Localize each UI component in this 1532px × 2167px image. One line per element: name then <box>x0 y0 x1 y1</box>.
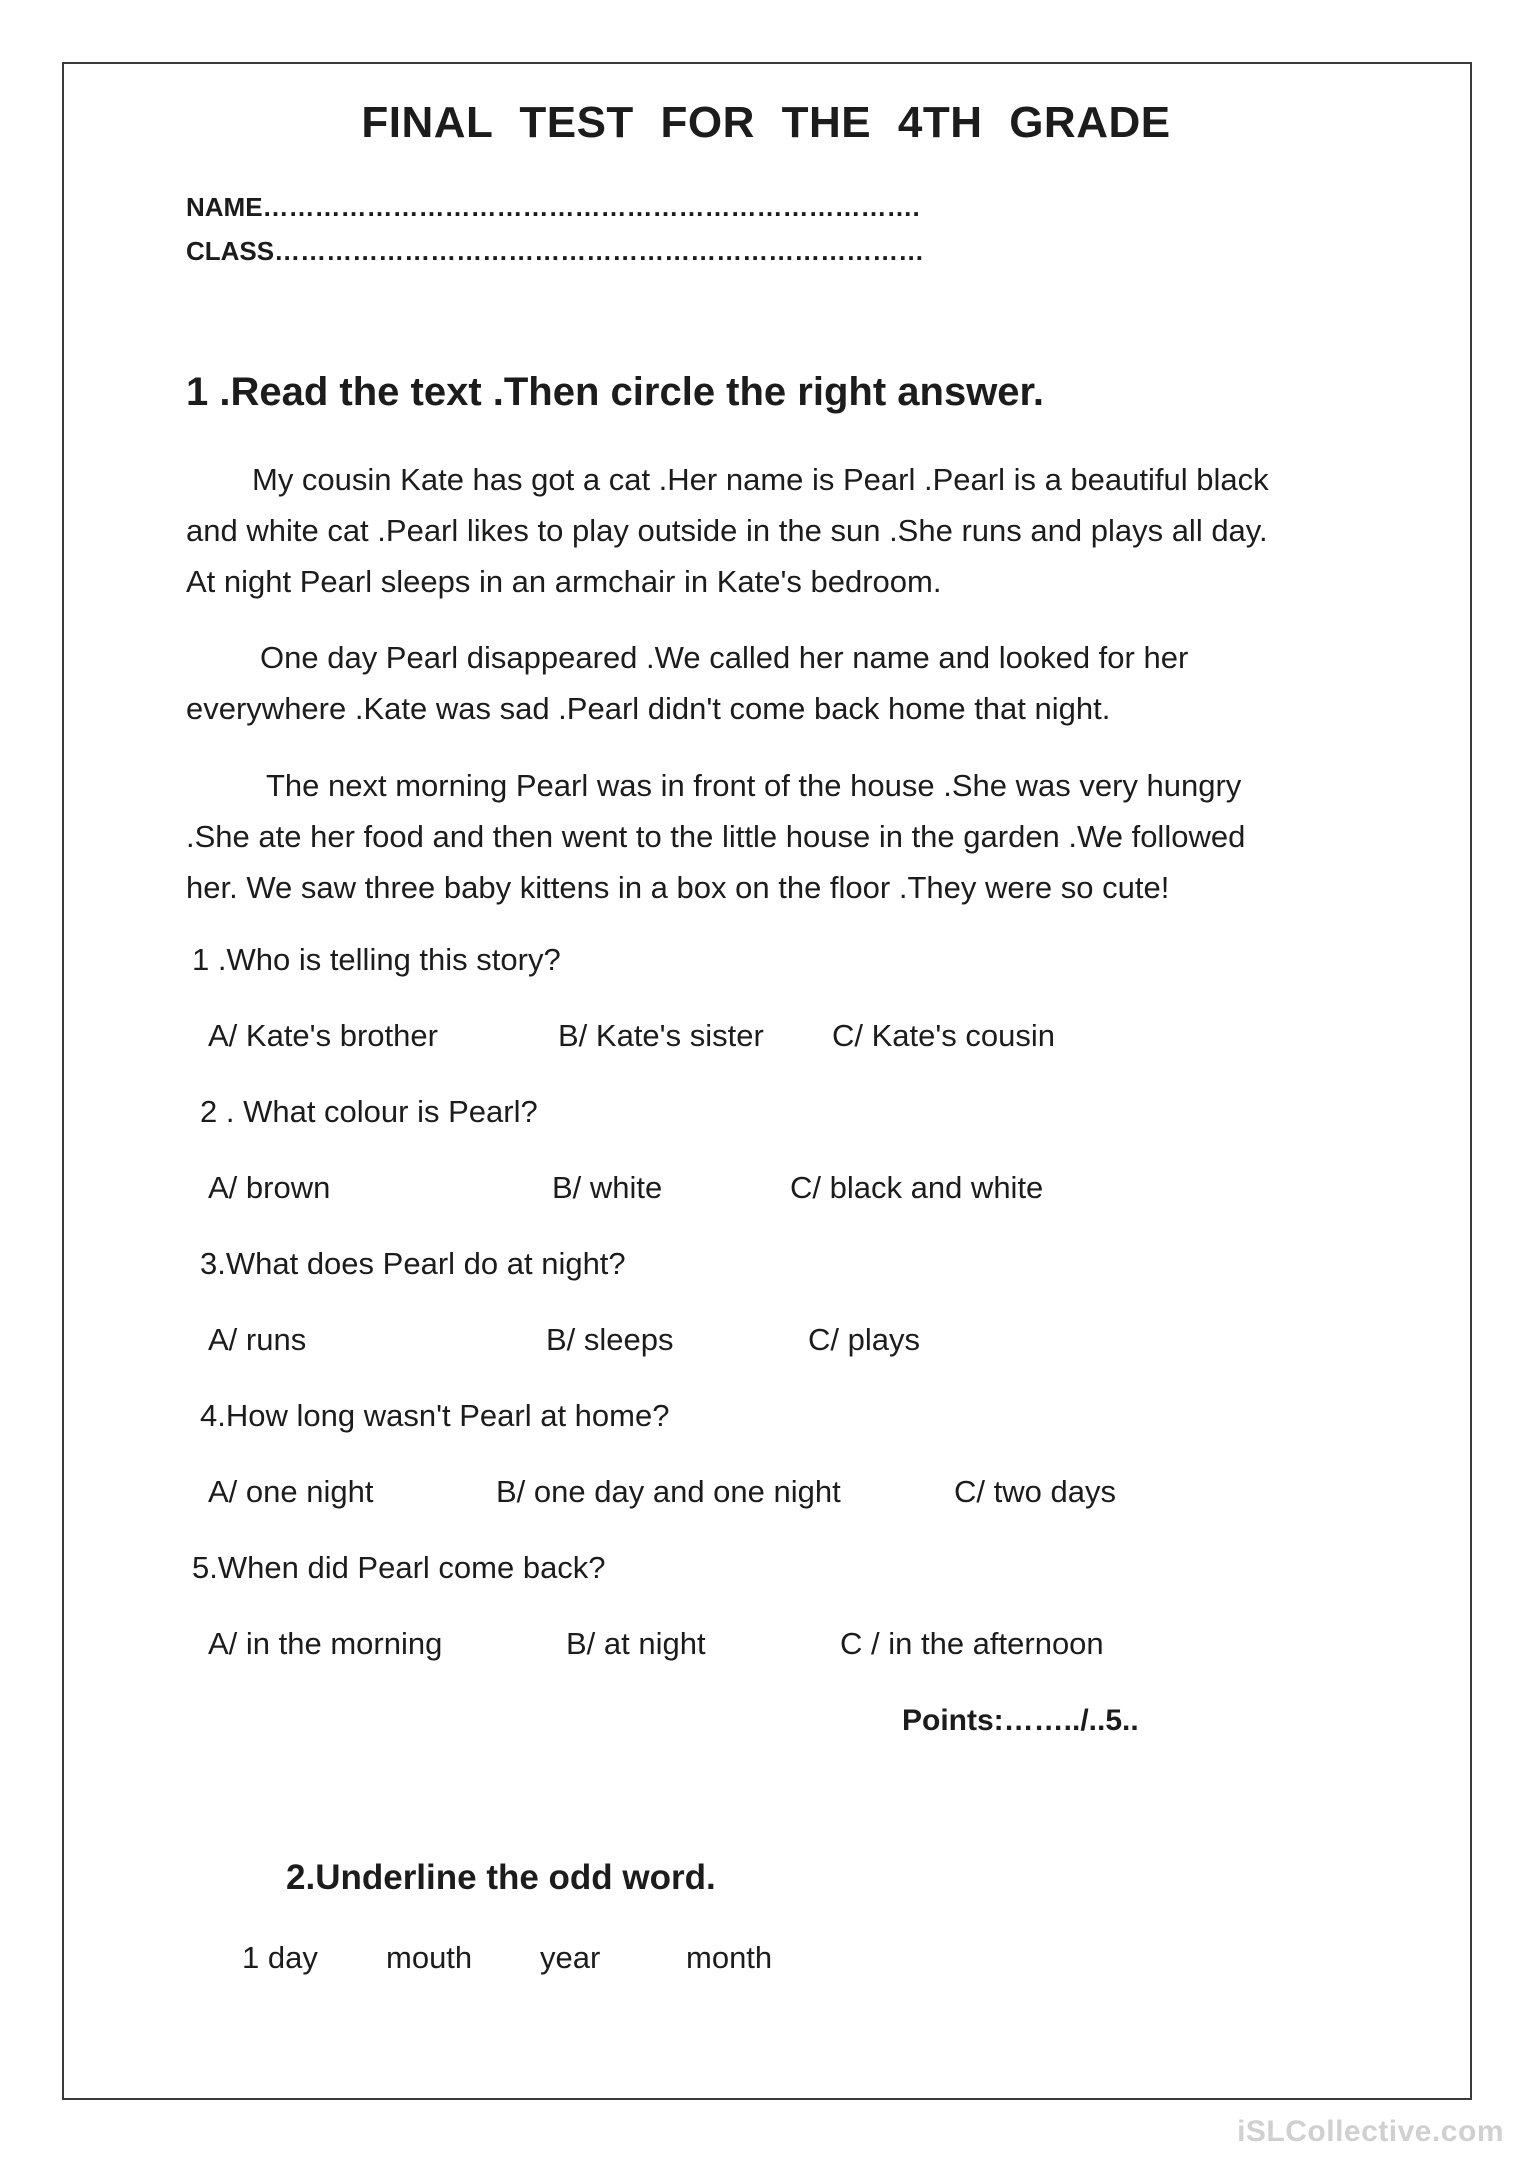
test-title: FINAL TEST FOR THE 4TH GRADE <box>361 98 1171 147</box>
story-paragraph-3 <box>186 760 1366 913</box>
q2-option-b[interactable]: B/ white <box>552 1170 663 1205</box>
question-5: 5.When did Pearl come back? <box>192 1550 606 1585</box>
story-line: My cousin Kate has got a cat .Her name is Pearl .Pearl is a beautiful black <box>252 462 1269 497</box>
story-line: her. We saw three baby kittens in a box on the floor .They were so cute! <box>186 870 1170 905</box>
odd-word-1[interactable]: 1 day <box>242 1940 318 1975</box>
q3-option-b[interactable]: B/ sleeps <box>546 1322 674 1357</box>
q3-option-c[interactable]: C/ plays <box>808 1322 920 1357</box>
question-1: 1 .Who is telling this story? <box>192 942 561 977</box>
story-line: .She ate her food and then went to the little house in the garden .We followed <box>186 819 1246 854</box>
question-2: 2 . What colour is Pearl? <box>200 1094 538 1129</box>
story-line: everywhere .Kate was sad .Pearl didn't come back home that night. <box>186 691 1111 726</box>
story-line: The next morning Pearl was in front of the house .She was very hungry <box>266 768 1242 803</box>
question-4: 4.How long wasn't Pearl at home? <box>200 1398 670 1433</box>
story-paragraph-1 <box>186 454 1366 607</box>
story-line: One day Pearl disappeared .We called her name and looked for her <box>260 640 1189 675</box>
odd-word-2[interactable]: mouth <box>386 1940 473 1975</box>
points-score: Points:……../..5.. <box>902 1704 1139 1737</box>
q4-option-a[interactable]: A/ one night <box>208 1474 374 1509</box>
q1-option-a[interactable]: A/ Kate's brother <box>208 1018 438 1053</box>
q4-option-b[interactable]: B/ one day and one night <box>496 1474 841 1509</box>
page-frame <box>62 62 1472 2100</box>
class-field: CLASS………………………………………………………………… <box>186 236 925 266</box>
q5-option-c[interactable]: C / in the afternoon <box>840 1626 1104 1661</box>
q2-option-a[interactable]: A/ brown <box>208 1170 331 1205</box>
q1-option-c[interactable]: C/ Kate's cousin <box>832 1018 1056 1053</box>
watermark: iSLCollective.com <box>1237 2115 1504 2148</box>
q5-option-b[interactable]: B/ at night <box>566 1626 706 1661</box>
question-3: 3.What does Pearl do at night? <box>200 1246 626 1281</box>
section2-heading: 2.Underline the odd word. <box>286 1858 716 1897</box>
q1-option-b[interactable]: B/ Kate's sister <box>558 1018 764 1053</box>
story-line: At night Pearl sleeps in an armchair in Kate's bedroom. <box>186 564 942 599</box>
odd-word-3[interactable]: year <box>540 1940 601 1975</box>
name-field: NAME…………………………………………………………………. <box>186 192 920 222</box>
section1-heading: 1 .Read the text .Then circle the right answer. <box>186 370 1045 414</box>
story-paragraph-2 <box>186 632 1366 734</box>
q2-option-c[interactable]: C/ black and white <box>790 1170 1044 1205</box>
q5-option-a[interactable]: A/ in the morning <box>208 1626 443 1661</box>
q3-option-a[interactable]: A/ runs <box>208 1322 307 1357</box>
q4-option-c[interactable]: C/ two days <box>954 1474 1116 1509</box>
story-line: and white cat .Pearl likes to play outside in the sun .She runs and plays all day. <box>186 513 1268 548</box>
odd-word-4[interactable]: month <box>686 1940 773 1975</box>
